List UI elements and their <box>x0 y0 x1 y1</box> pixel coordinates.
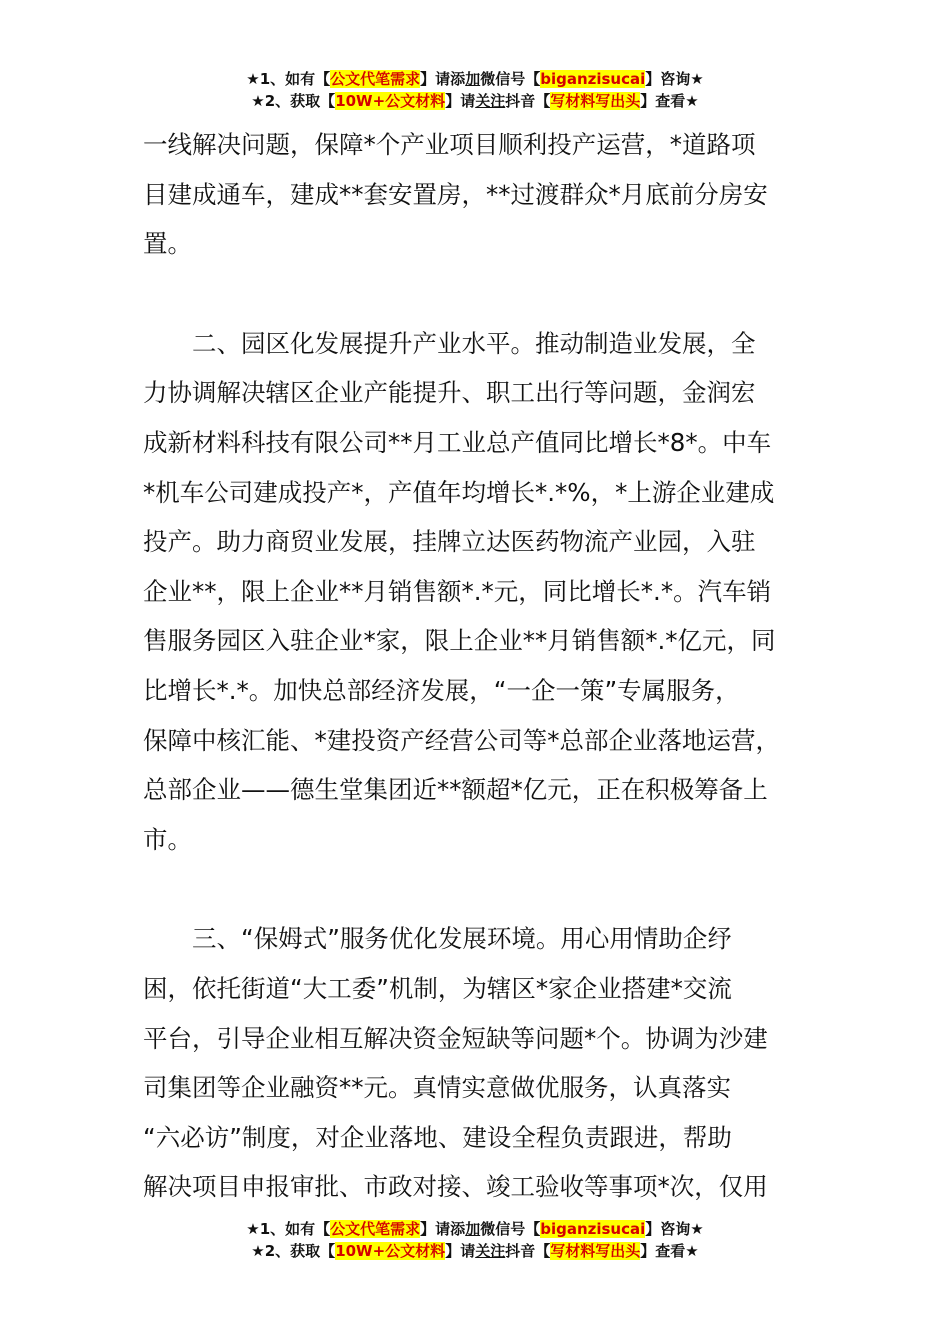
text-line: 成新材料科技有限公司**月工业总产值同比增长*8*。中车 <box>143 427 772 457</box>
paragraph-section-2 <box>143 319 833 865</box>
text-line: 比增长*.*。加快总部经济发展，“一企一策”专属服务， <box>143 675 740 705</box>
banner-line-2: ★2、获取【10W+公文材料】请关注抖音【写材料写出头】查看★ <box>251 92 699 110</box>
paragraph-continuation <box>143 120 833 269</box>
text-line: 置。 <box>143 229 192 259</box>
banner-line-1: ★1、如有【公文代笔需求】请添加微信号【biganzisucai】咨询★ <box>246 70 704 88</box>
text-line: 困，依托街道“大工委”机制，为辖区*家企业搭建*交流 <box>143 973 732 1003</box>
text-line: 目建成通车，建成**套安置房，**过渡群众*月底前分房安 <box>143 179 768 209</box>
paragraph-section-3 <box>143 914 833 1212</box>
document-body <box>143 120 833 1212</box>
text-line: 总部企业——德生堂集团近**额超*亿元，正在积极筹备上 <box>143 775 768 805</box>
text-line: 平台，引导企业相互解决资金短缺等问题*个。协调为沙建 <box>143 1023 768 1053</box>
banner-line-1: ★1、如有【公文代笔需求】请添加微信号【biganzisucai】咨询★ <box>246 1220 704 1238</box>
footer-ad-banner <box>0 1218 950 1262</box>
header-ad-banner <box>0 68 950 112</box>
text-line: 司集团等企业融资**元。真情实意做优服务，认真落实 <box>143 1073 731 1103</box>
text-line: 保障中核汇能、*建投资产经营公司等*总部企业落地运营， <box>143 725 780 755</box>
text-line: *机车公司建成投产*，产值年均增长*.*%，*上游企业建成 <box>143 477 775 507</box>
banner-line-2: ★2、获取【10W+公文材料】请关注抖音【写材料写出头】查看★ <box>251 1242 699 1260</box>
text-line: 三、“保姆式”服务优化发展环境。用心用情助企纾 <box>192 924 732 954</box>
text-line: 二、园区化发展提升产业水平。推动制造业发展，全 <box>192 328 756 358</box>
text-line: 投产。助力商贸业发展，挂牌立达医药物流产业园，入驻 <box>143 527 756 557</box>
text-line: 解决项目申报审批、市政对接、竣工验收等事项*次，仅用 <box>143 1172 768 1202</box>
text-line: “六必访”制度，对企业落地、建设全程负责跟进，帮助 <box>143 1122 732 1152</box>
text-line: 一线解决问题，保障*个产业项目顺利投产运营，*道路项 <box>143 130 756 159</box>
text-line: 市。 <box>143 824 192 854</box>
text-line: 力协调解决辖区企业产能提升、职工出行等问题，金润宏 <box>143 378 756 408</box>
text-line: 售服务园区入驻企业*家，限上企业**月销售额*.*亿元，同 <box>143 626 776 656</box>
text-line: 企业**，限上企业**月销售额*.*元，同比增长*.*。汽车销 <box>143 576 772 606</box>
